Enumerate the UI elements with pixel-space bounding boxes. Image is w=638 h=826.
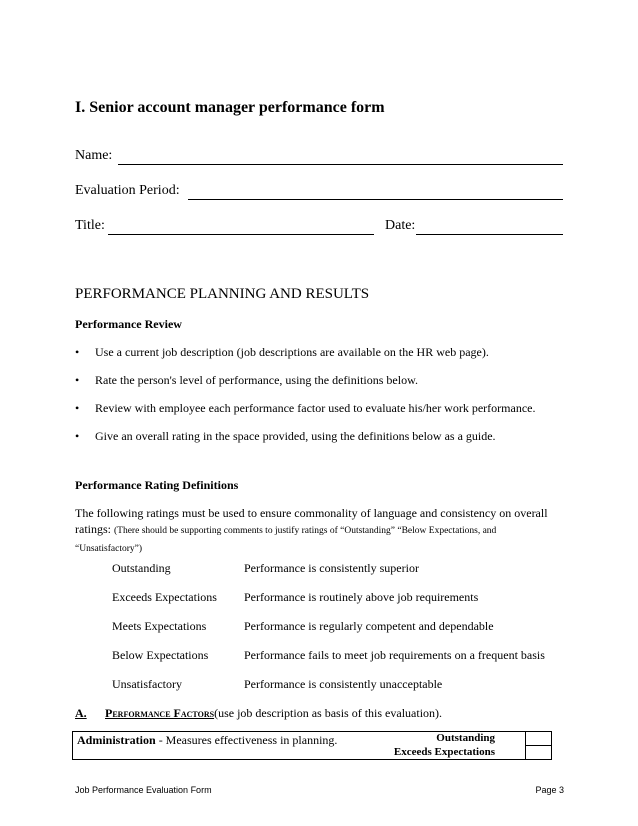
rating-term: Below Expectations: [112, 648, 209, 662]
intro-text: The following ratings must be used to ensure commonality of language and consistency on overall ratings:: [75, 506, 548, 536]
rating-term: Unsatisfactory: [112, 677, 182, 691]
administration-rating-box: [72, 731, 552, 760]
factors-letter: A.: [75, 706, 87, 720]
rating-definition: Performance is consistently unacceptable: [244, 677, 443, 691]
intro-note: (There should be supporting comments to justify ratings of “Outstanding” “Below Expectations, and “Unsatisfactory”): [75, 526, 497, 554]
name-label: Name:: [75, 148, 113, 163]
table-row: [112, 677, 572, 706]
list-item: • Rate the person's level of performance, using the definitions below.: [75, 373, 418, 387]
rating-definition: Performance is routinely above job requirements: [244, 590, 479, 604]
page-number: Page 3: [535, 785, 564, 795]
page-footer: [75, 785, 564, 795]
page-title: I. Senior account manager performance form: [75, 99, 385, 116]
performance-review-heading: Performance Review: [75, 317, 182, 331]
bullet-icon: •: [75, 401, 80, 415]
rating-definitions-intro: [75, 505, 565, 557]
performance-factors-heading: [75, 706, 442, 721]
rating-term: Meets Expectations: [112, 619, 207, 633]
list-item: • Use a current job description (job descriptions are available on the HR web page).: [75, 345, 489, 359]
factors-note: (use job description as basis of this evaluation).: [214, 706, 443, 720]
list-item: • Review with employee each performance factor used to evaluate his/her work performance.: [75, 401, 536, 415]
rating-term: Outstanding: [112, 561, 171, 575]
date-label: Date:: [385, 218, 416, 233]
administration-title: Administration: [77, 733, 156, 747]
administration-description: - Measures effectiveness in planning.: [158, 733, 338, 747]
administration-cell: [73, 732, 526, 759]
table-row: [112, 648, 572, 677]
title-label: Title:: [75, 218, 105, 233]
exceeds-checkbox[interactable]: [526, 746, 551, 759]
list-item: • Give an overall rating in the space provided, using the definitions below as a guide.: [75, 429, 496, 443]
rating-term: Exceeds Expectations: [112, 590, 217, 604]
rating-definition: Performance fails to meet job requirements on a frequent basis: [244, 648, 545, 662]
rating-outstanding: Outstanding: [436, 732, 495, 744]
section-heading: PERFORMANCE PLANNING AND RESULTS: [75, 286, 370, 302]
title-field[interactable]: [108, 234, 374, 235]
factors-title: Performance Factors: [105, 706, 215, 720]
administration-label: [77, 733, 337, 748]
rating-definitions-table: [112, 561, 572, 706]
rating-definitions-heading: Performance Rating Definitions: [75, 478, 239, 492]
table-row: [112, 619, 572, 648]
footer-title: Job Performance Evaluation Form: [75, 785, 212, 795]
outstanding-checkbox[interactable]: [526, 732, 551, 746]
date-field[interactable]: [416, 234, 563, 235]
bullet-icon: •: [75, 429, 80, 443]
evaluation-period-field[interactable]: [188, 199, 563, 200]
rating-definition: Performance is regularly competent and dependable: [244, 619, 494, 633]
evaluation-period-label: Evaluation Period:: [75, 183, 180, 198]
table-row: [112, 590, 572, 619]
rating-exceeds: Exceeds Expectations: [393, 746, 495, 758]
table-row: [112, 561, 572, 590]
bullet-icon: •: [75, 373, 80, 387]
name-field[interactable]: [118, 164, 563, 165]
bullet-icon: •: [75, 345, 80, 359]
rating-definition: Performance is consistently superior: [244, 561, 419, 575]
performance-review-list: [75, 345, 575, 457]
